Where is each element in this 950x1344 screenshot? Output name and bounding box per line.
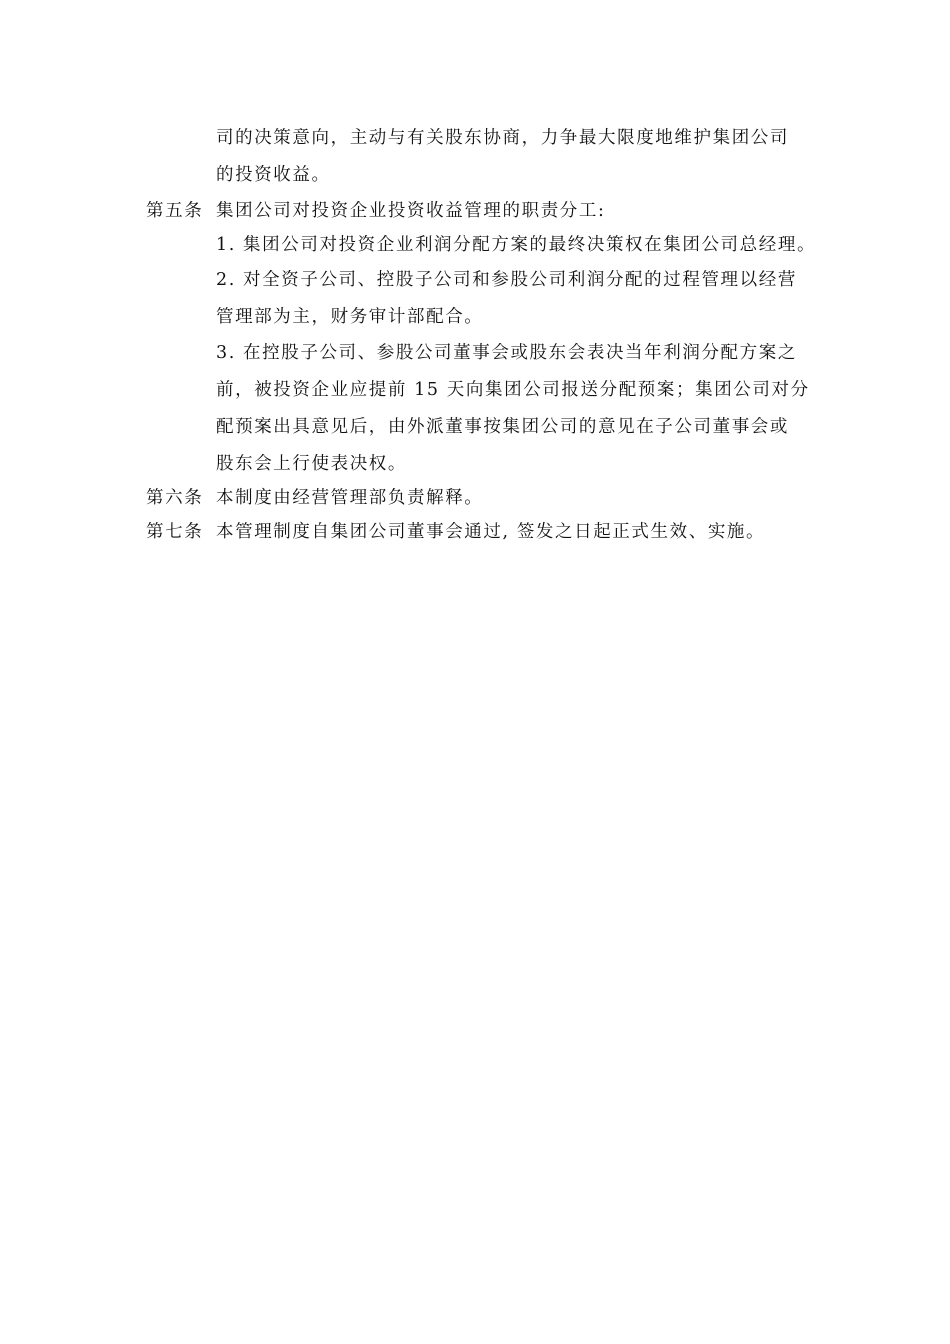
article-7-label: 第七条 xyxy=(146,522,204,542)
article-5-item-3-line-3: 配预案出具意见后，由外派董事按集团公司的意见在子公司董事会或 xyxy=(216,417,789,437)
article-5-item-3-line-1: 3. 在控股子公司、参股公司董事会或股东会表决当年利润分配方案之 xyxy=(216,343,797,363)
article-5-item-2-line-2: 管理部为主，财务审计部配合。 xyxy=(216,307,484,327)
article-7-text: 本管理制度自集团公司董事会通过, 签发之日起正式生效、实施。 xyxy=(216,522,766,542)
article-5-label: 第五条 xyxy=(146,201,204,221)
article-5-item-3-line-4: 股东会上行使表决权。 xyxy=(216,454,407,474)
article-5-item-3-line-2: 前，被投资企业应提前 15 天向集团公司报送分配预案；集团公司对分 xyxy=(216,380,810,400)
article-5-item-1-line-1: 1. 集团公司对投资企业利润分配方案的最终决策权在集团公司总经理。 xyxy=(216,235,817,255)
continuation-line-1: 司的决策意向，主动与有关股东协商，力争最大限度地维护集团公司 xyxy=(216,128,789,148)
article-6-text: 本制度由经营管理部负责解释。 xyxy=(216,488,484,508)
continuation-line-2: 的投资收益。 xyxy=(216,165,331,185)
article-5-item-2-line-1: 2. 对全资子公司、控股子公司和参股公司利润分配的过程管理以经营 xyxy=(216,270,797,290)
article-6-label: 第六条 xyxy=(146,488,204,508)
article-5-text: 集团公司对投资企业投资收益管理的职责分工: xyxy=(216,201,606,221)
